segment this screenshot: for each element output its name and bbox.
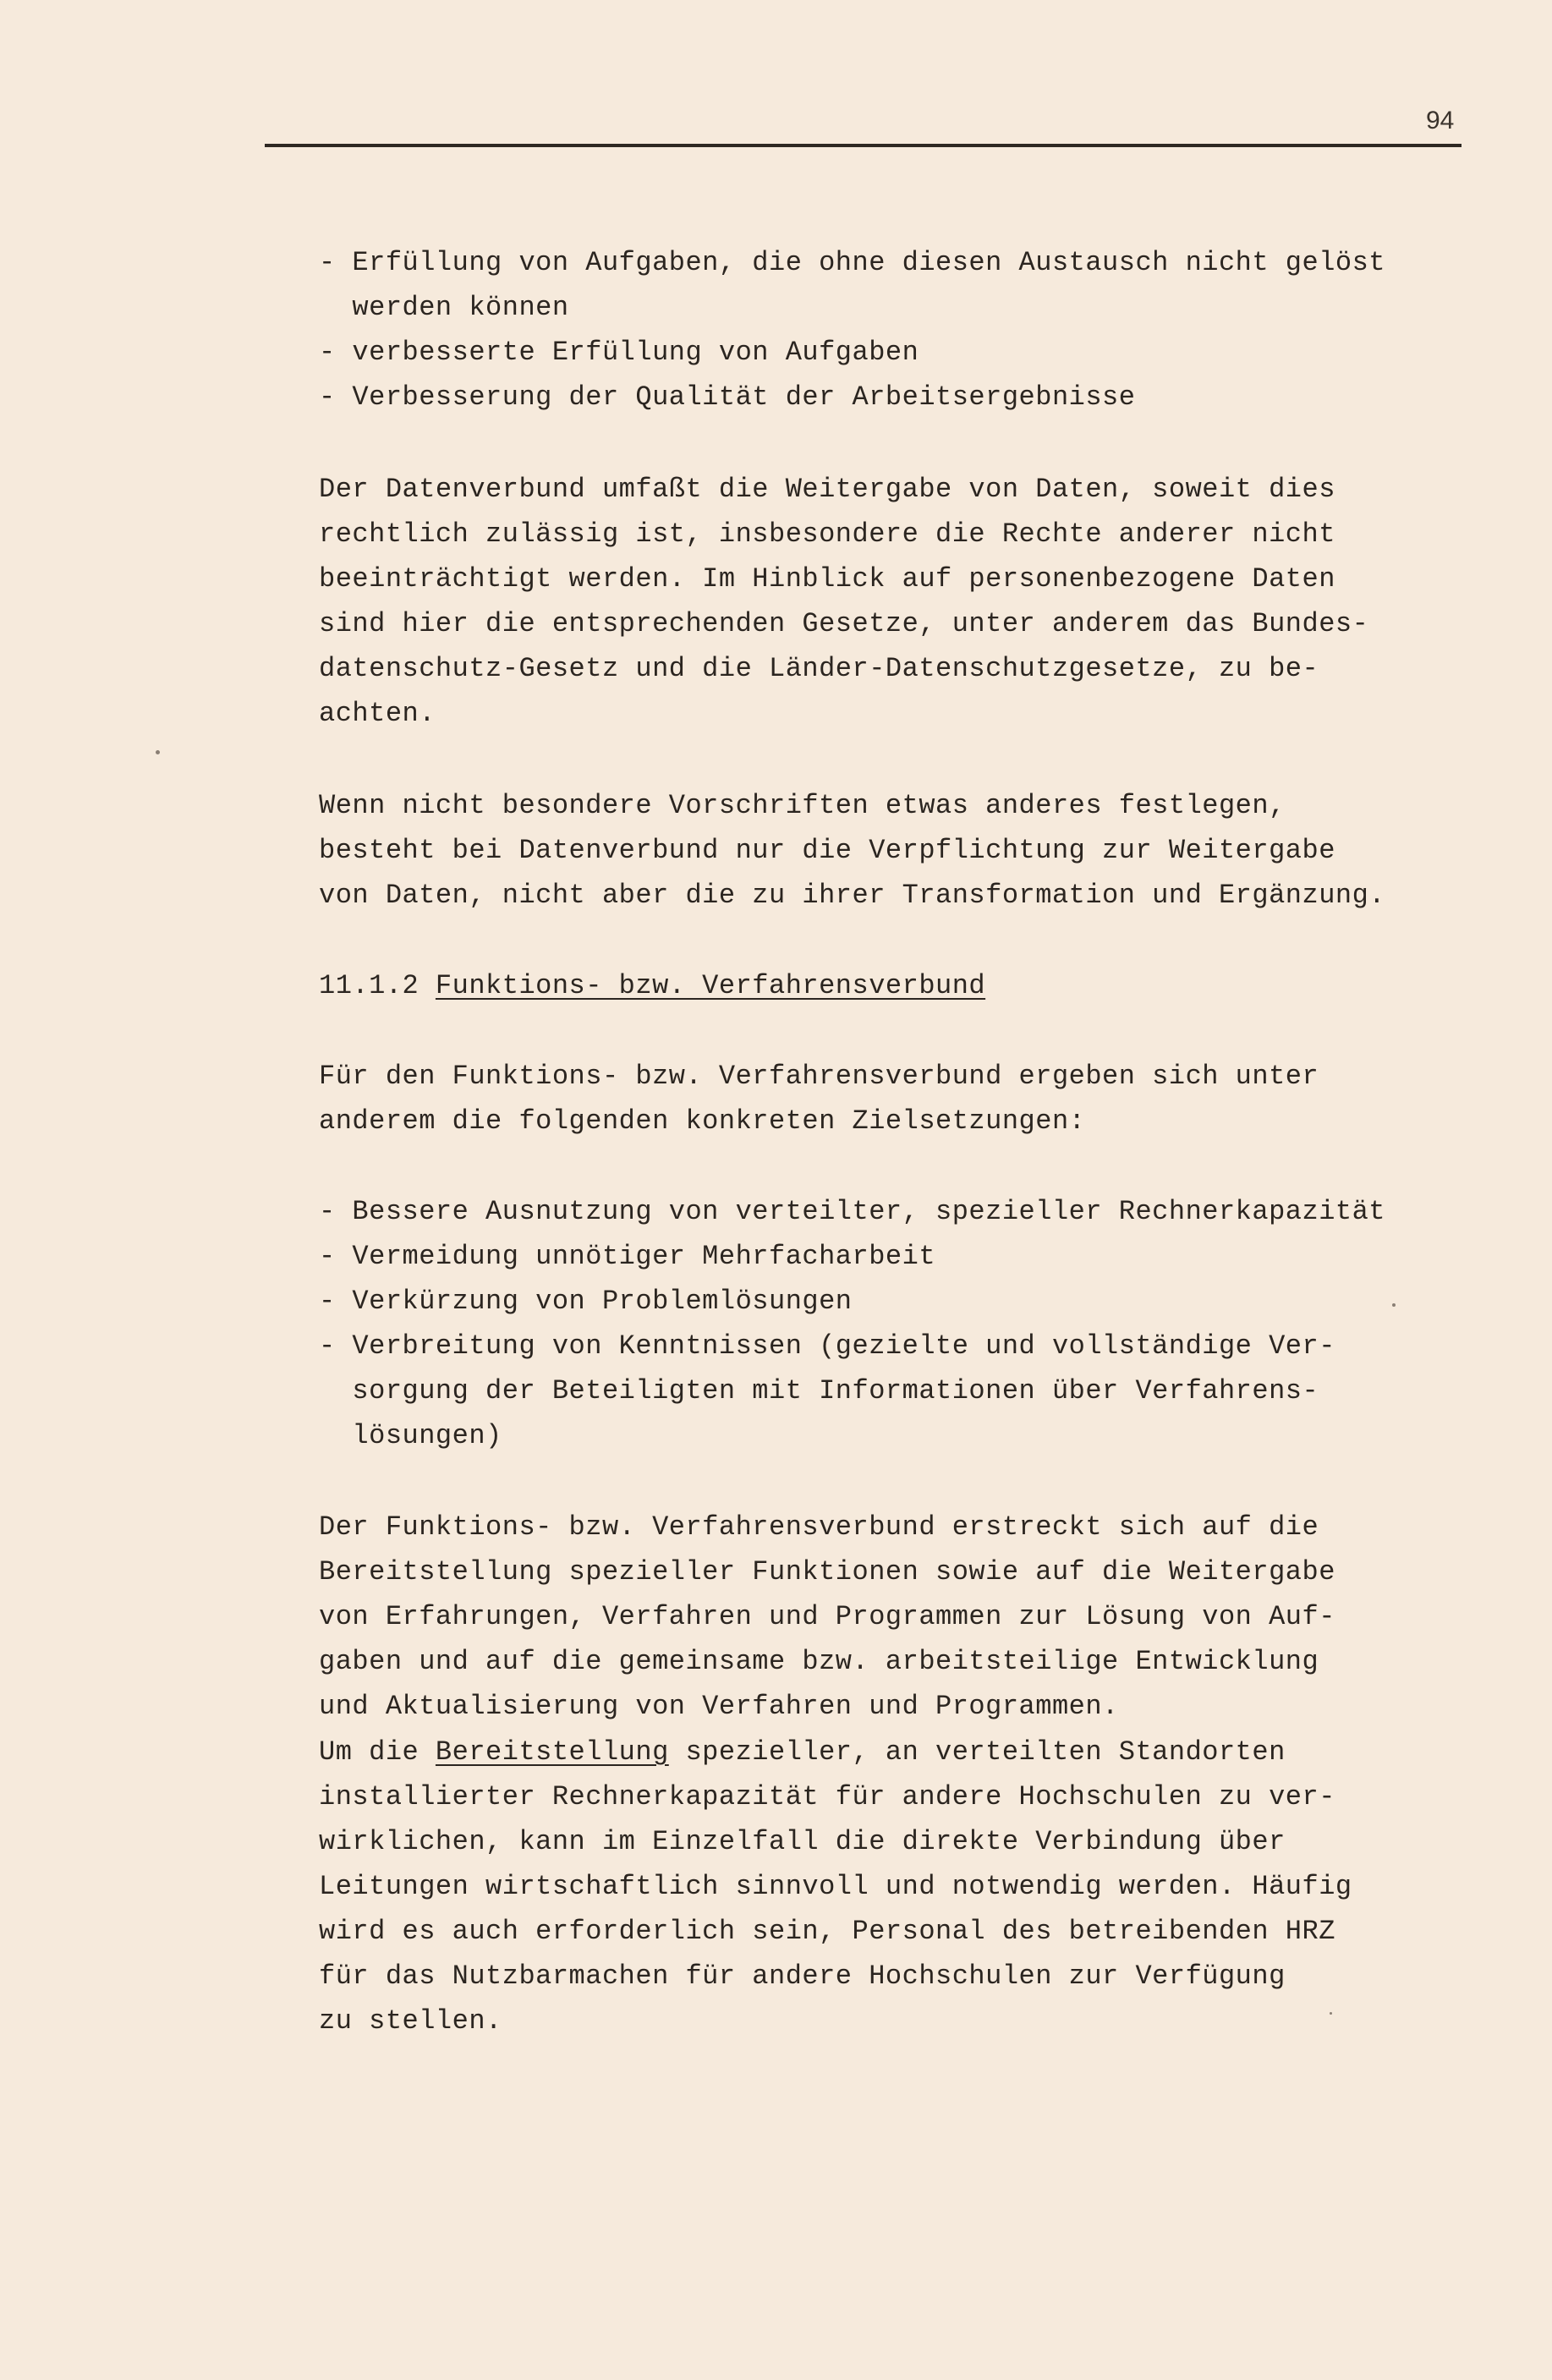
paragraph-line: Leitungen wirtschaftlich sinnvoll und notwendig werden. Häufig (319, 1871, 1352, 1902)
paragraph-line: besteht bei Datenverbund nur die Verpflichtung zur Weitergabe (319, 835, 1335, 866)
paragraph-line: wirklichen, kann im Einzelfall die direkte Verbindung über (319, 1826, 1286, 1857)
paragraph-line: für das Nutzbarmachen für andere Hochschulen zur Verfügung (319, 1960, 1286, 1992)
paragraph-line: gaben und auf die gemeinsame bzw. arbeitsteilige Entwicklung (319, 1646, 1319, 1677)
section-title: Funktions- bzw. Verfahrensverbund (435, 970, 986, 1001)
paper-speck (1392, 1303, 1396, 1307)
paragraph-line (319, 1736, 1286, 1769)
paragraph-line: wird es auch erforderlich sein, Personal des betreibenden HRZ (319, 1916, 1335, 1947)
section-number: 11.1.2 (319, 970, 436, 1001)
paper-speck (1330, 2012, 1332, 2015)
paragraph-line: zu stellen. (319, 2005, 502, 2037)
paragraph-line: achten. (319, 698, 436, 729)
paragraph-line: sind hier die entsprechenden Gesetze, unter anderem das Bundes- (319, 608, 1369, 639)
paragraph-line: Der Datenverbund umfaßt die Weitergabe von Daten, soweit dies (319, 474, 1335, 505)
section-heading (319, 969, 985, 1003)
paragraph-line: Für den Funktions- bzw. Verfahrensverbund ergeben sich unter (319, 1061, 1319, 1092)
header-rule (265, 144, 1462, 147)
paragraph-line: und Aktualisierung von Verfahren und Programmen. (319, 1691, 1119, 1722)
paragraph-line: anderem die folgenden konkreten Zielsetzungen: (319, 1105, 1086, 1137)
text-span: spezieller, an verteilten Standorten (668, 1736, 1286, 1768)
page-number: 94 (1426, 107, 1455, 134)
paragraph-line: Der Funktions- bzw. Verfahrensverbund erstreckt sich auf die (319, 1511, 1319, 1543)
paragraph-line: Bereitstellung spezieller Funktionen sowie auf die Weitergabe (319, 1556, 1335, 1588)
paragraph-line: von Daten, nicht aber die zu ihrer Transformation und Ergänzung. (319, 880, 1385, 911)
list-item: - Erfüllung von Aufgaben, die ohne diesen Austausch nicht gelöst (319, 247, 1385, 278)
paragraph-line: rechtlich zulässig ist, insbesondere die Rechte anderer nicht (319, 518, 1335, 550)
list-item: - verbesserte Erfüllung von Aufgaben (319, 337, 919, 368)
list-item: lösungen) (319, 1420, 502, 1451)
list-item: - Vermeidung unnötiger Mehrfacharbeit (319, 1241, 936, 1272)
paragraph-line: installierter Rechnerkapazität für andere Hochschulen zu ver- (319, 1781, 1335, 1812)
paragraph-line: datenschutz-Gesetz und die Länder-Datenschutzgesetze, zu be- (319, 653, 1319, 684)
paragraph-line: beeinträchtigt werden. Im Hinblick auf personenbezogene Daten (319, 563, 1335, 595)
list-item: - Verbesserung der Qualität der Arbeitsergebnisse (319, 381, 1136, 413)
text-span: Um die (319, 1736, 436, 1768)
list-item: - Verkürzung von Problemlösungen (319, 1286, 853, 1317)
paragraph-line: von Erfahrungen, Verfahren und Programmen zur Lösung von Auf- (319, 1601, 1335, 1632)
list-item: - Bessere Ausnutzung von verteilter, spezieller Rechnerkapazität (319, 1196, 1385, 1227)
list-item: werden können (319, 292, 569, 323)
paragraph-line: Wenn nicht besondere Vorschriften etwas anderes festlegen, (319, 790, 1286, 821)
underlined-word: Bereitstellung (435, 1736, 669, 1768)
list-item: - Verbreitung von Kenntnissen (gezielte und vollständige Ver- (319, 1330, 1335, 1362)
paper-speck (156, 750, 160, 754)
list-item: sorgung der Beteiligten mit Informationen über Verfahrens- (319, 1375, 1319, 1407)
